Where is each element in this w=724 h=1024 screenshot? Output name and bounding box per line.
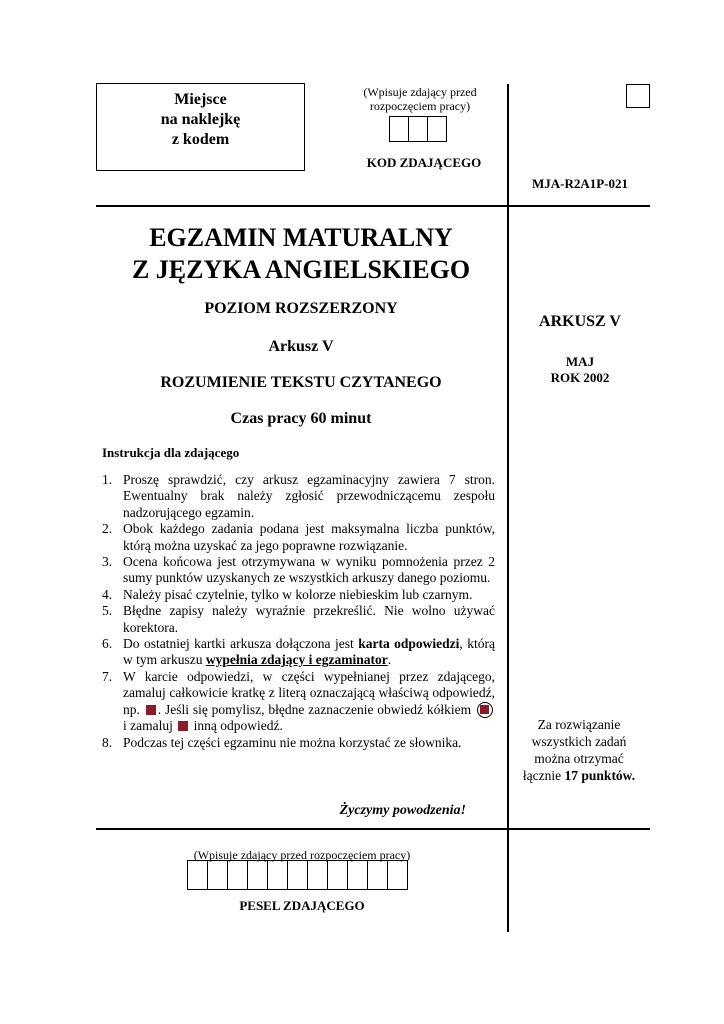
- item-text: Podczas tej części egzaminu nie można korzystać ze słownika.: [123, 734, 462, 750]
- pesel-cell[interactable]: [347, 860, 368, 890]
- item-number: 7.: [102, 668, 113, 684]
- pesel-cell[interactable]: [267, 860, 288, 890]
- vertical-divider: [507, 84, 509, 932]
- sticker-box: [96, 83, 305, 171]
- instruction-item: [102, 472, 495, 521]
- item-text: i zamaluj: [123, 718, 173, 734]
- instructions-list: [102, 472, 495, 751]
- horizontal-divider-top: [96, 205, 650, 207]
- filled-by-text: wypełnia zdający i egzaminator: [205, 652, 388, 668]
- pesel-cell[interactable]: [387, 860, 408, 890]
- code-cell[interactable]: [408, 116, 428, 142]
- circled-square-icon: [477, 702, 493, 718]
- item-text: , którą w tym arkuszu: [123, 636, 495, 668]
- instruction-item: [102, 669, 495, 735]
- item-text: Proszę sprawdzić, czy arkusz egzaminacyjny zawiera 7 stron. Ewentualny brak należy zgłosić przewodniczącemu zespołu nadzorującego egzamin.: [123, 472, 495, 520]
- candidate-code-cells: [389, 116, 447, 142]
- points-line: można otrzymać: [534, 751, 624, 766]
- instruction-item: [102, 636, 495, 669]
- pesel-cell[interactable]: [327, 860, 348, 890]
- code-cell[interactable]: [427, 116, 447, 142]
- pesel-cell[interactable]: [207, 860, 228, 890]
- corner-checkbox[interactable]: [626, 84, 650, 108]
- pesel-cell[interactable]: [247, 860, 268, 890]
- item-text: Ocena końcowa jest otrzymywana w wyniku pomnożenia przez 2 sumy punktów uzyskanych ze wszystkich arkuszy danego poziomu.: [123, 554, 495, 586]
- item-text: inną odpowiedź.: [193, 718, 283, 734]
- sticker-line: Miejsce: [174, 91, 227, 108]
- pesel-cells: [187, 860, 408, 890]
- exam-level: POZIOM ROZSZERZONY: [204, 300, 398, 317]
- title-line: EGZAMIN MATURALNY: [149, 223, 453, 252]
- exam-code: MJA-R2A1P-021: [531, 176, 629, 191]
- pesel-note: (Wpisuje zdający przed rozpoczęciem pracy): [193, 848, 411, 862]
- points-line: [512, 767, 646, 784]
- points-line: wszystkich zadań: [531, 734, 627, 749]
- item-text: . Jeśli się pomylisz, błędne zaznaczenie obwiedź kółkiem: [157, 701, 472, 717]
- filled-square-icon: [146, 705, 156, 715]
- item-text: Do ostatniej kartki arkusza dołączona jest: [123, 636, 354, 652]
- item-number: 4.: [102, 586, 113, 602]
- instruction-item: [102, 603, 495, 636]
- exam-title: [96, 222, 506, 286]
- sticker-line: na naklejkę: [160, 111, 241, 128]
- note-line: (Wpisuje zdający przed: [363, 85, 477, 99]
- item-number: 6.: [102, 636, 113, 652]
- item-text: .: [387, 652, 392, 668]
- item-text: Błędne zapisy należy wyraźnie przekreślić. Nie wolno używać korektora.: [123, 603, 495, 635]
- exam-section: ROZUMIENIE TEKSTU CZYTANEGO: [160, 374, 442, 391]
- points-prefix: łącznie: [522, 768, 562, 783]
- pesel-cell[interactable]: [187, 860, 208, 890]
- candidate-code-note: [340, 85, 500, 113]
- filled-square-icon: [178, 721, 188, 731]
- item-number: 5.: [102, 603, 113, 619]
- item-number: 1.: [102, 472, 113, 487]
- title-line: Z JĘZYKA ANGIELSKIEGO: [131, 255, 471, 284]
- side-month: MAJ: [565, 354, 595, 369]
- side-year: ROK 2002: [550, 370, 610, 385]
- instruction-item: [102, 735, 495, 751]
- pesel-cell[interactable]: [287, 860, 308, 890]
- side-sheet: ARKUSZ V: [539, 313, 621, 330]
- instructions-heading: Instrukcja dla zdającego: [102, 445, 240, 460]
- note-line: rozpoczęciem pracy): [369, 99, 471, 113]
- pesel-cell[interactable]: [307, 860, 328, 890]
- horizontal-divider-bottom: [96, 828, 650, 830]
- candidate-code-label: KOD ZDAJĄCEGO: [366, 155, 482, 170]
- points-info: [512, 716, 646, 784]
- good-luck-text: Życzymy powodzenia!: [339, 803, 466, 818]
- exam-time: Czas pracy 60 minut: [230, 410, 372, 427]
- item-text: W karcie odpowiedzi, w części wypełnianej przez zdającego, zamaluj całkowicie kratkę z literą oznaczającą właściwą odpowiedź, np.: [123, 668, 495, 717]
- points-total: 17 punktów.: [564, 768, 636, 783]
- instruction-item: [102, 521, 495, 554]
- code-cell[interactable]: [389, 116, 409, 142]
- points-line: Za rozwiązanie: [537, 717, 621, 732]
- exam-sheet: Arkusz V: [268, 338, 334, 355]
- pesel-cell[interactable]: [227, 860, 248, 890]
- instruction-item: [102, 587, 495, 603]
- sticker-line: z kodem: [171, 131, 230, 148]
- item-number: 3.: [102, 554, 113, 570]
- pesel-label: PESEL ZDAJĄCEGO: [239, 898, 365, 913]
- item-number: 2.: [102, 521, 113, 537]
- pesel-cell[interactable]: [367, 860, 388, 890]
- instruction-item: [102, 554, 495, 587]
- answer-card-text: karta odpowiedzi: [358, 636, 460, 652]
- item-text: Należy pisać czytelnie, tylko w kolorze niebieskim lub czarnym.: [123, 586, 473, 602]
- item-number: 8.: [102, 734, 113, 750]
- item-text: Obok każdego zadania podana jest maksymalna liczba punktów, którą można uzyskać za jego poprawne rozwiązanie.: [123, 521, 495, 553]
